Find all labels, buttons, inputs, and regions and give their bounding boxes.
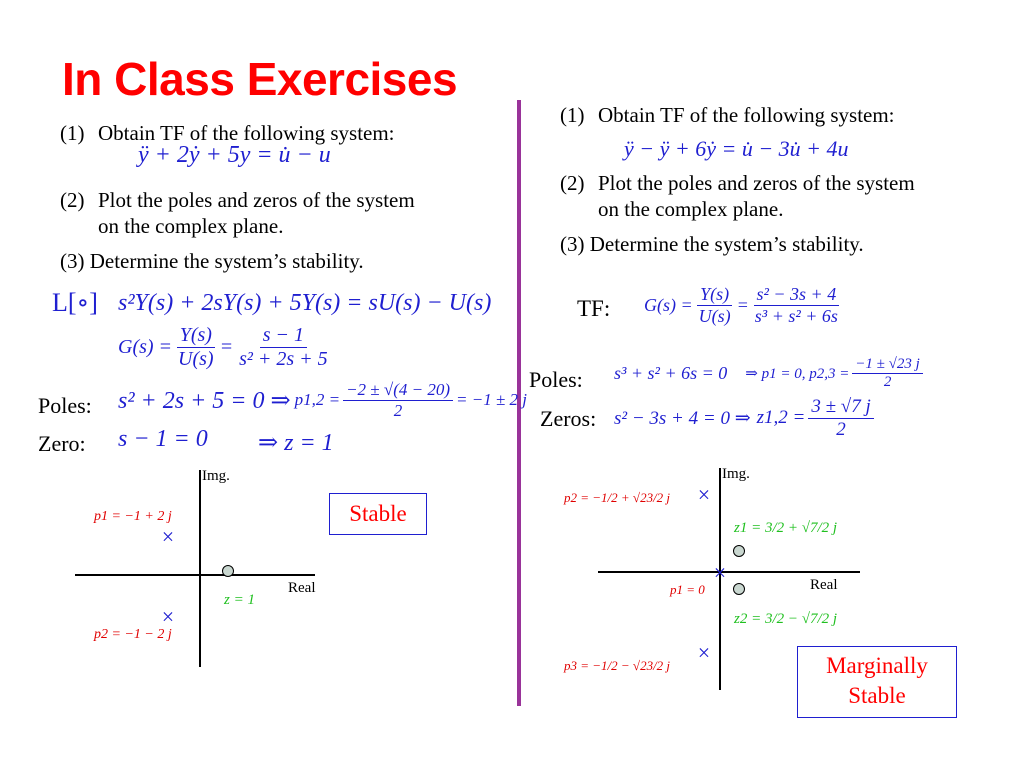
right-poles-eq: s³ + s² + 6s = 0: [614, 363, 728, 384]
left-question-2: [60, 187, 415, 213]
left-zero-result: ⇒ z = 1: [258, 430, 334, 456]
left-tf-mid-denominator: U(s): [178, 348, 214, 370]
left-system-equation: ÿ + 2ẏ + 5y = u̇ − u: [138, 142, 331, 168]
left-poles-p: p1,2 =: [294, 390, 341, 410]
right-stability-box: [797, 646, 957, 718]
left-q2-number: (2): [60, 188, 85, 212]
right-q2-line1: Plot the poles and zeros of the system: [598, 171, 915, 195]
left-q2-line2: on the complex plane.: [98, 214, 284, 238]
right-tf-lhs: G(s) =: [644, 294, 693, 315]
left-zero-marker: [223, 566, 234, 577]
right-tf-denominator: s³ + s² + 6s: [754, 305, 838, 326]
right-pole-3-marker: ×: [697, 640, 711, 665]
right-poles-frac-num: −1 ± √23 j: [852, 356, 923, 374]
right-question-2: [560, 170, 915, 196]
left-real-label: Real: [288, 580, 316, 596]
right-poles-label: Poles:: [529, 367, 583, 392]
left-z-label: z = 1: [224, 592, 255, 608]
right-zeros-frac-num: 3 ± √7 j: [808, 396, 873, 419]
left-p1-label: p1 = −1 + 2 j: [94, 509, 172, 524]
right-transfer-function: G(s) = $\frac{Y(s)}{U(s)}$ = $\frac{\text{s² − 3s + 4}}{\text{s³ + s² + 6s}}$: [644, 284, 844, 326]
page-title: In Class Exercises: [62, 53, 458, 105]
right-zeros-frac-den: 2: [836, 418, 846, 440]
right-pole-2-marker: ×: [697, 482, 711, 507]
right-system-equation: ÿ − ÿ + 6ẏ = u̇ − 3u̇ + 4u: [624, 136, 849, 161]
right-q2-number: (2): [560, 171, 585, 195]
left-laplace-equation: s²Y(s) + 2sY(s) + 5Y(s) = sU(s) − U(s): [118, 290, 492, 316]
right-img-label: Img.: [722, 466, 750, 482]
right-poles-result: ⇒ p1 = 0, p2,3 =: [745, 366, 850, 383]
left-tf-lhs: G(s) =: [118, 336, 173, 358]
left-tf-numerator: s − 1: [260, 324, 307, 348]
laplace-symbol: L[∘]: [52, 288, 98, 317]
right-tf-numerator: s² − 3s + 4: [754, 284, 840, 306]
left-img-label: Img.: [202, 468, 230, 484]
left-stability-text: Stable: [349, 501, 407, 526]
left-zero-label: Zero:: [38, 431, 86, 456]
right-poles-equation: [614, 356, 926, 392]
right-q1-number: (1): [560, 103, 585, 127]
left-q1-number: (1): [60, 121, 85, 145]
right-question-1: [560, 102, 895, 128]
left-q1-text: Obtain TF of the following system:: [98, 121, 395, 145]
right-tf-mid-denominator: U(s): [698, 305, 731, 326]
right-poles-frac-den: 2: [883, 374, 892, 391]
left-tf-mid-numerator: Y(s): [177, 324, 215, 348]
left-stability-box: [329, 493, 427, 535]
right-stability-line1: Marginally: [826, 653, 928, 678]
left-poles-equation: [118, 380, 527, 420]
left-poles-eq: s² + 2s + 5 = 0 ⇒: [118, 387, 291, 414]
right-zeros-z: z1,2 =: [756, 407, 806, 429]
right-zero-2-marker: [734, 584, 745, 595]
right-pole-1-marker: ×: [713, 560, 727, 585]
right-zeros-label: Zeros:: [540, 406, 597, 431]
right-q2-line2: on the complex plane.: [598, 197, 784, 221]
left-pole-2-marker: ×: [161, 604, 175, 629]
right-tf-label: TF:: [577, 296, 611, 321]
right-q1-text: Obtain TF of the following system:: [598, 103, 895, 127]
right-tf-mid-numerator: Y(s): [697, 284, 732, 306]
right-real-label: Real: [810, 577, 838, 593]
left-poles-frac-den: 2: [393, 400, 403, 420]
right-p2-label: p2 = −1/2 + √23/2 j: [564, 490, 671, 505]
right-stability-line2: Stable: [848, 683, 906, 708]
right-z1-label: z1 = 3/2 + √7/2 j: [734, 520, 838, 536]
left-question-3: (3) Determine the system’s stability.: [60, 249, 364, 273]
left-poles-frac-num: −2 ± √(4 − 20): [343, 380, 453, 401]
left-pole-1-marker: ×: [161, 524, 175, 549]
left-tf-denominator: s² + 2s + 5: [239, 348, 328, 370]
left-transfer-function: G(s) = $\frac{Y(s)}{U(s)}$ = $\frac{s - 1}{\text{s² + 2s + 5}}$: [118, 324, 334, 371]
left-q2-line1: Plot the poles and zeros of the system: [98, 188, 415, 212]
right-zero-1-marker: [734, 546, 745, 557]
left-p2-label: p2 = −1 − 2 j: [94, 627, 172, 642]
left-poles-result: = −1 ± 2 j: [456, 390, 527, 410]
right-p3-label: p3 = −1/2 − √23/2 j: [564, 658, 671, 673]
left-poles-label: Poles:: [38, 393, 92, 418]
right-z2-label: z2 = 3/2 − √7/2 j: [734, 611, 838, 627]
right-zeros-equation: [614, 396, 877, 441]
right-p1-label: p1 = 0: [670, 582, 705, 597]
right-question-3: (3) Determine the system’s stability.: [560, 232, 864, 256]
left-zero-equation: s − 1 = 0: [118, 426, 208, 452]
right-zeros-eq: s² − 3s + 4 = 0 ⇒: [614, 407, 751, 429]
